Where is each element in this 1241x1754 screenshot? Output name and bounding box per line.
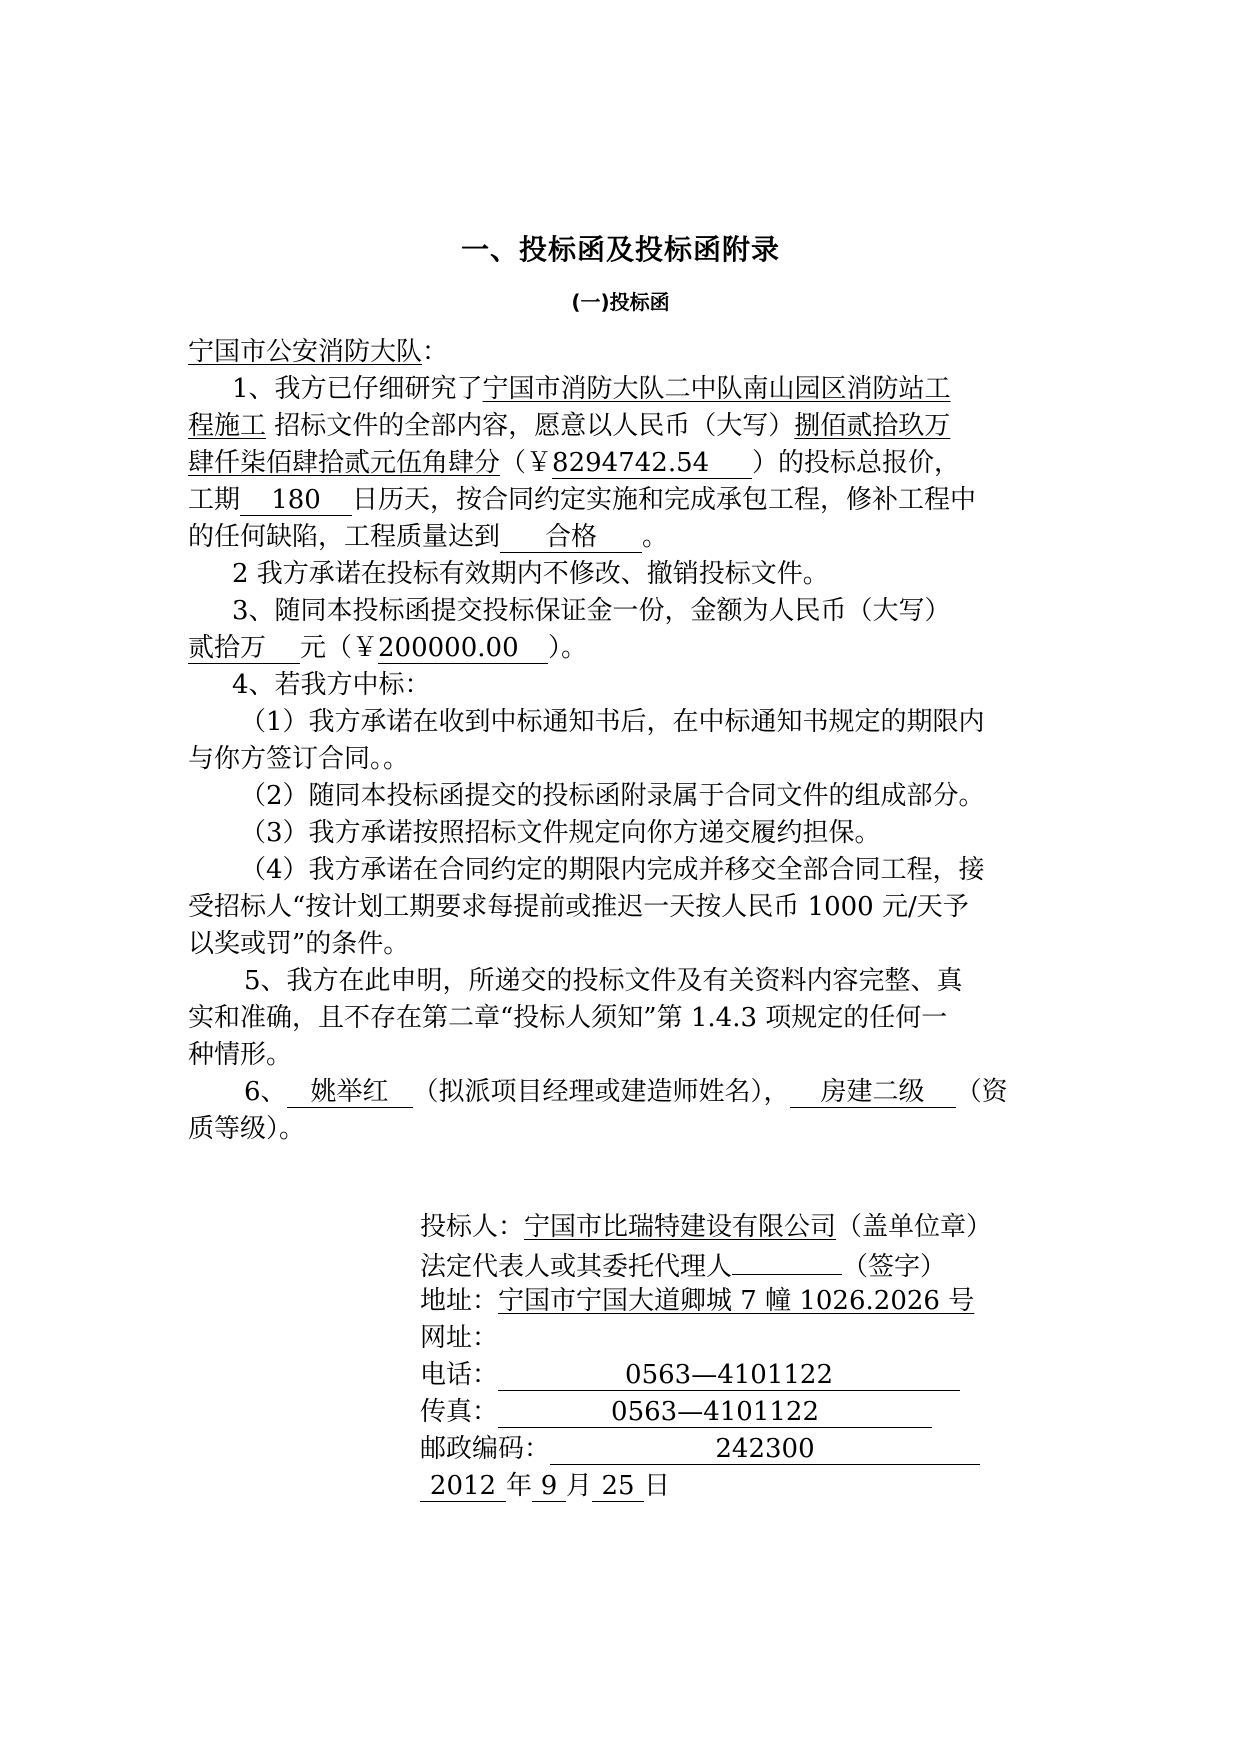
phone-label: 电话： bbox=[420, 1360, 499, 1390]
address-value: 宁国市宁国大道卿城 7 幢 1026.2026 号 bbox=[498, 1286, 975, 1316]
paragraph-4-3: （3）我方承诺按照招标文件规定向你方递交履约担保。 bbox=[240, 818, 881, 848]
p6-text-a: 6、 bbox=[244, 1077, 287, 1107]
representative-label: 法定代表人或其委托代理人 bbox=[420, 1252, 733, 1282]
date-month: 9 bbox=[532, 1471, 566, 1502]
amount-number: 8294742.54 bbox=[552, 448, 752, 479]
signature-block bbox=[420, 1209, 1080, 1505]
duration-days: 180 bbox=[240, 485, 352, 516]
project-manager-name: 姚举红 bbox=[287, 1077, 413, 1108]
website-label: 网址： bbox=[420, 1323, 499, 1353]
date-day: 25 bbox=[592, 1471, 644, 1502]
letter-body bbox=[188, 334, 1068, 1148]
paragraph-6-line-1 bbox=[188, 1074, 1068, 1111]
p1-text-f: 日历天，按合同约定实施和完成承包工程，修补工程中 bbox=[352, 485, 977, 515]
paragraph-4-4-line-2: 受招标人“按计划工期要求每提前或推迟一天按人民币 1000 元/天予 bbox=[188, 892, 969, 922]
p1-text-b: 招标文件的全部内容，愿意以人民币（大写） bbox=[274, 411, 795, 441]
paragraph-5-line-2: 实和准确，且不存在第二章“投标人须知”第 1.4.3 项规定的任何一 bbox=[188, 1003, 948, 1033]
paragraph-1-line-5 bbox=[188, 519, 1068, 556]
p1-text-g: 的任何缺陷，工程质量达到 bbox=[188, 522, 501, 552]
paragraph-5-line-3: 种情形。 bbox=[188, 1040, 293, 1070]
date-year: 2012 bbox=[420, 1471, 506, 1502]
fax-label: 传真： bbox=[420, 1397, 499, 1427]
addressee-suffix: ： bbox=[422, 337, 449, 367]
postcode-value: 242300 bbox=[550, 1434, 980, 1465]
paragraph-4-1-line-2: 与你方签订合同。。 bbox=[188, 744, 410, 774]
address-label: 地址： bbox=[420, 1286, 499, 1316]
p1-text-c: （￥ bbox=[500, 448, 553, 478]
paragraph-5-line-1: 5、我方在此申明，所递交的投标文件及有关资料内容完整、真 bbox=[244, 966, 963, 996]
project-name-cont: 程施工 bbox=[188, 411, 267, 441]
p1-text-d: ）的投标总报价， bbox=[752, 448, 961, 478]
paragraph-4-2: （2）随同本投标函提交的投标函附录属于合同文件的组成部分。 bbox=[240, 781, 985, 811]
amount-in-words-cont: 肆仟柒佰肆拾贰元伍角肆分 bbox=[188, 448, 501, 478]
paragraph-3-line-1: 3、随同本投标函提交投标保证金一份，金额为人民币（大写） bbox=[232, 596, 951, 626]
paragraph-1-line-1 bbox=[188, 371, 1068, 408]
representative-sign-note: （签字） bbox=[842, 1252, 947, 1282]
paragraph-3-line-2 bbox=[188, 630, 1068, 667]
deposit-in-words: 贰拾万 bbox=[188, 633, 300, 664]
bidder-name: 宁国市比瑞特建设有限公司 bbox=[524, 1212, 837, 1242]
paragraph-1-line-3 bbox=[188, 445, 1068, 482]
paragraph-1-line-2 bbox=[188, 408, 1068, 445]
quality-standard: 合格 bbox=[500, 522, 642, 553]
fax-value: 0563—4101122 bbox=[498, 1397, 932, 1428]
p6-text-c: （资 bbox=[955, 1077, 1008, 1107]
bidder-label: 投标人： bbox=[420, 1212, 525, 1242]
bidder-line bbox=[420, 1209, 1080, 1246]
month-label: 月 bbox=[566, 1471, 593, 1501]
p1-text-e: 工期 bbox=[188, 485, 241, 515]
website-line bbox=[420, 1320, 1080, 1357]
paragraph-4-1-line-1: （1）我方承诺在收到中标通知书后，在中标通知书规定的期限内 bbox=[240, 707, 985, 737]
p3-text-c: ）。 bbox=[548, 633, 588, 663]
fax-line bbox=[420, 1394, 1080, 1431]
paragraph-4: 4、若我方中标： bbox=[232, 670, 431, 700]
project-name: 宁国市消防大队二中队南山园区消防站工 bbox=[482, 374, 951, 404]
amount-in-words: 捌佰贰拾玖万 bbox=[794, 411, 951, 441]
paragraph-4-4-line-1: （4）我方承诺在合同约定的期限内完成并移交全部合同工程，接 bbox=[240, 855, 985, 885]
p6-text-b: （拟派项目经理或建造师姓名）， bbox=[412, 1077, 790, 1107]
phone-value: 0563—4101122 bbox=[498, 1360, 960, 1391]
paragraph-2: 2 我方承诺在投标有效期内不修改、撤销投标文件。 bbox=[232, 559, 829, 589]
bidder-seal-note: （盖单位章） bbox=[836, 1212, 993, 1242]
postcode-label: 邮政编码： bbox=[420, 1434, 551, 1464]
day-label: 日 bbox=[644, 1471, 671, 1501]
document-subtitle: (一)投标函 bbox=[571, 290, 670, 314]
year-label: 年 bbox=[506, 1471, 533, 1501]
phone-line bbox=[420, 1357, 1080, 1394]
paragraph-6-line-2: 质等级）。 bbox=[188, 1114, 306, 1144]
paragraph-1-line-4 bbox=[188, 482, 1068, 519]
p1-text-a: 1、我方已仔细研究了 bbox=[232, 374, 483, 404]
representative-signature-blank bbox=[732, 1246, 842, 1275]
document-title: 一、投标函及投标函附录 bbox=[460, 233, 780, 266]
addressee-line bbox=[188, 334, 1068, 371]
addressee: 宁国市公安消防大队 bbox=[188, 337, 423, 367]
date-line bbox=[420, 1468, 1080, 1505]
address-line bbox=[420, 1283, 1080, 1320]
representative-line bbox=[420, 1246, 1080, 1283]
postcode-line bbox=[420, 1431, 1080, 1468]
paragraph-4-4-line-3: 以奖或罚”的条件。 bbox=[188, 929, 410, 959]
qualification-grade: 房建二级 bbox=[790, 1077, 956, 1108]
p3-text-b: 元（￥ bbox=[300, 633, 379, 663]
deposit-number: 200000.00 bbox=[378, 633, 548, 664]
p1-text-h: 。 bbox=[642, 522, 669, 552]
